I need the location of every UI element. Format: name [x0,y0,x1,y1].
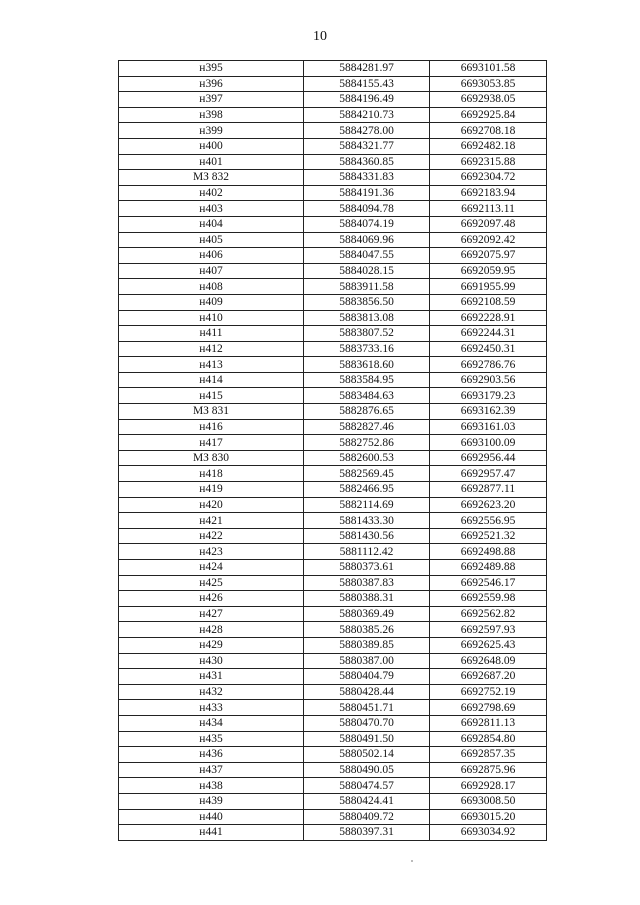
x-coordinate-cell: 5884281.97 [304,61,430,77]
x-coordinate-cell: 5880502.14 [304,747,430,763]
table-row [119,700,547,716]
y-coordinate-cell: 6693015.20 [430,809,547,825]
x-coordinate-cell: 5880451.71 [304,700,430,716]
x-coordinate-cell: 5882827.46 [304,419,430,435]
table-row [119,450,547,466]
point-id-cell: н405 [119,232,304,248]
y-coordinate-cell: 6692956.44 [430,450,547,466]
point-id-cell: н416 [119,419,304,435]
point-id-cell: н437 [119,762,304,778]
table-row [119,513,547,529]
table-row [119,606,547,622]
table-row [119,138,547,154]
x-coordinate-cell: 5880491.50 [304,731,430,747]
x-coordinate-cell: 5880388.31 [304,591,430,607]
x-coordinate-cell: 5880387.00 [304,653,430,669]
y-coordinate-cell: 6692108.59 [430,294,547,310]
table-row [119,357,547,373]
y-coordinate-cell: 6692752.19 [430,684,547,700]
x-coordinate-cell: 5883484.63 [304,388,430,404]
y-coordinate-cell: 6693162.39 [430,404,547,420]
point-id-cell: н404 [119,216,304,232]
y-coordinate-cell: 6692928.17 [430,778,547,794]
y-coordinate-cell: 6692556.95 [430,513,547,529]
point-id-cell: н428 [119,622,304,638]
point-id-cell: МЗ 832 [119,170,304,186]
y-coordinate-cell: 6692183.94 [430,185,547,201]
table-row [119,279,547,295]
y-coordinate-cell: 6692648.09 [430,653,547,669]
x-coordinate-cell: 5882466.95 [304,482,430,498]
y-coordinate-cell: 6692623.20 [430,497,547,513]
table-row [119,372,547,388]
y-coordinate-cell: 6692546.17 [430,575,547,591]
table-row [119,778,547,794]
point-id-cell: н430 [119,653,304,669]
point-id-cell: н402 [119,185,304,201]
y-coordinate-cell: 6692811.13 [430,715,547,731]
coordinates-table-body [119,61,547,841]
table-row [119,637,547,653]
y-coordinate-cell: 6692786.76 [430,357,547,373]
x-coordinate-cell: 5883856.50 [304,294,430,310]
y-coordinate-cell: 6692938.05 [430,92,547,108]
point-id-cell: н436 [119,747,304,763]
point-id-cell: н426 [119,591,304,607]
x-coordinate-cell: 5884191.36 [304,185,430,201]
x-coordinate-cell: 5880404.79 [304,669,430,685]
table-row [119,294,547,310]
x-coordinate-cell: 5883618.60 [304,357,430,373]
point-id-cell: н396 [119,76,304,92]
point-id-cell: н413 [119,357,304,373]
y-coordinate-cell: 6693034.92 [430,825,547,841]
point-id-cell: н407 [119,263,304,279]
y-coordinate-cell: 6692625.43 [430,637,547,653]
point-id-cell: н397 [119,92,304,108]
table-row [119,684,547,700]
table-row [119,669,547,685]
x-coordinate-cell: 5882600.53 [304,450,430,466]
point-id-cell: н420 [119,497,304,513]
page-number: 10 [313,29,327,44]
table-row [119,107,547,123]
table-row [119,310,547,326]
point-id-cell: н403 [119,201,304,217]
table-row [119,341,547,357]
table-row [119,76,547,92]
x-coordinate-cell: 5884278.00 [304,123,430,139]
x-coordinate-cell: 5880373.61 [304,560,430,576]
x-coordinate-cell: 5881433.30 [304,513,430,529]
y-coordinate-cell: 6692854.80 [430,731,547,747]
x-coordinate-cell: 5884331.83 [304,170,430,186]
y-coordinate-cell: 6692875.96 [430,762,547,778]
table-row [119,482,547,498]
point-id-cell: н406 [119,248,304,264]
point-id-cell: н421 [119,513,304,529]
table-row [119,528,547,544]
y-coordinate-cell: 6692798.69 [430,700,547,716]
x-coordinate-cell: 5883813.08 [304,310,430,326]
y-coordinate-cell: 6693161.03 [430,419,547,435]
x-coordinate-cell: 5884321.77 [304,138,430,154]
x-coordinate-cell: 5880428.44 [304,684,430,700]
point-id-cell: н418 [119,466,304,482]
table-row [119,154,547,170]
point-id-cell: н429 [119,637,304,653]
x-coordinate-cell: 5881112.42 [304,544,430,560]
table-row [119,201,547,217]
y-coordinate-cell: 6693179.23 [430,388,547,404]
point-id-cell: н427 [119,606,304,622]
x-coordinate-cell: 5884074.19 [304,216,430,232]
table-row [119,497,547,513]
x-coordinate-cell: 5884028.15 [304,263,430,279]
x-coordinate-cell: 5883807.52 [304,326,430,342]
point-id-cell: н414 [119,372,304,388]
x-coordinate-cell: 5881430.56 [304,528,430,544]
table-row [119,591,547,607]
table-row [119,825,547,841]
y-coordinate-cell: 6692559.98 [430,591,547,607]
y-coordinate-cell: 6692925.84 [430,107,547,123]
point-id-cell: н441 [119,825,304,841]
table-row [119,466,547,482]
x-coordinate-cell: 5883911.58 [304,279,430,295]
table-row [119,263,547,279]
x-coordinate-cell: 5884094.78 [304,201,430,217]
point-id-cell: н432 [119,684,304,700]
table-row [119,170,547,186]
table-row [119,544,547,560]
table-row [119,747,547,763]
table-row [119,404,547,420]
y-coordinate-cell: 6692857.35 [430,747,547,763]
x-coordinate-cell: 5884155.43 [304,76,430,92]
y-coordinate-cell: 6692059.95 [430,263,547,279]
point-id-cell: н424 [119,560,304,576]
table-row [119,419,547,435]
x-coordinate-cell: 5883584.95 [304,372,430,388]
x-coordinate-cell: 5880490.05 [304,762,430,778]
y-coordinate-cell: 6693053.85 [430,76,547,92]
point-id-cell: н425 [119,575,304,591]
x-coordinate-cell: 5884047.55 [304,248,430,264]
y-coordinate-cell: 6691955.99 [430,279,547,295]
point-id-cell: н399 [119,123,304,139]
table-row [119,809,547,825]
x-coordinate-cell: 5884196.49 [304,92,430,108]
y-coordinate-cell: 6692687.20 [430,669,547,685]
point-id-cell: н422 [119,528,304,544]
y-coordinate-cell: 6692092.42 [430,232,547,248]
x-coordinate-cell: 5884069.96 [304,232,430,248]
y-coordinate-cell: 6692521.32 [430,528,547,544]
x-coordinate-cell: 5880409.72 [304,809,430,825]
y-coordinate-cell: 6692450.31 [430,341,547,357]
table-row [119,715,547,731]
table-row [119,560,547,576]
x-coordinate-cell: 5880397.31 [304,825,430,841]
table-row [119,326,547,342]
y-coordinate-cell: 6692075.97 [430,248,547,264]
point-id-cell: н401 [119,154,304,170]
table-row [119,622,547,638]
y-coordinate-cell: 6692482.18 [430,138,547,154]
y-coordinate-cell: 6692877.11 [430,482,547,498]
x-coordinate-cell: 5882752.86 [304,435,430,451]
point-id-cell: н410 [119,310,304,326]
y-coordinate-cell: 6692304.72 [430,170,547,186]
point-id-cell: н439 [119,793,304,809]
table-row [119,762,547,778]
point-id-cell: н423 [119,544,304,560]
x-coordinate-cell: 5882876.65 [304,404,430,420]
point-id-cell: н415 [119,388,304,404]
x-coordinate-cell: 5880474.57 [304,778,430,794]
table-row [119,435,547,451]
point-id-cell: н419 [119,482,304,498]
table-row [119,216,547,232]
y-coordinate-cell: 6692957.47 [430,466,547,482]
point-id-cell: н411 [119,326,304,342]
point-id-cell: н408 [119,279,304,295]
x-coordinate-cell: 5884360.85 [304,154,430,170]
x-coordinate-cell: 5880389.85 [304,637,430,653]
x-coordinate-cell: 5882569.45 [304,466,430,482]
y-coordinate-cell: 6692315.88 [430,154,547,170]
y-coordinate-cell: 6692562.82 [430,606,547,622]
table-row [119,123,547,139]
table-row [119,731,547,747]
point-id-cell: МЗ 831 [119,404,304,420]
table-row [119,232,547,248]
x-coordinate-cell: 5880385.26 [304,622,430,638]
point-id-cell: н433 [119,700,304,716]
y-coordinate-cell: 6692597.93 [430,622,547,638]
y-coordinate-cell: 6692244.31 [430,326,547,342]
x-coordinate-cell: 5880369.49 [304,606,430,622]
table-row [119,653,547,669]
point-id-cell: н409 [119,294,304,310]
y-coordinate-cell: 6693008.50 [430,793,547,809]
point-id-cell: н434 [119,715,304,731]
point-id-cell: н400 [119,138,304,154]
y-coordinate-cell: 6692097.48 [430,216,547,232]
point-id-cell: МЗ 830 [119,450,304,466]
y-coordinate-cell: 6692498.88 [430,544,547,560]
x-coordinate-cell: 5880470.70 [304,715,430,731]
x-coordinate-cell: 5883733.16 [304,341,430,357]
x-coordinate-cell: 5880387.83 [304,575,430,591]
x-coordinate-cell: 5882114.69 [304,497,430,513]
point-id-cell: н435 [119,731,304,747]
y-coordinate-cell: 6692489.88 [430,560,547,576]
coordinates-table [118,60,547,841]
y-coordinate-cell: 6693100.09 [430,435,547,451]
y-coordinate-cell: 6692903.56 [430,372,547,388]
point-id-cell: н438 [119,778,304,794]
table-row [119,575,547,591]
y-coordinate-cell: 6692113.11 [430,201,547,217]
y-coordinate-cell: 6692708.18 [430,123,547,139]
y-coordinate-cell: 6692228.91 [430,310,547,326]
point-id-cell: н395 [119,61,304,77]
scan-speck [411,860,413,862]
table-row [119,92,547,108]
table-row [119,793,547,809]
x-coordinate-cell: 5884210.73 [304,107,430,123]
y-coordinate-cell: 6693101.58 [430,61,547,77]
table-row [119,185,547,201]
point-id-cell: н440 [119,809,304,825]
point-id-cell: н398 [119,107,304,123]
point-id-cell: н417 [119,435,304,451]
table-row [119,388,547,404]
point-id-cell: н412 [119,341,304,357]
point-id-cell: н431 [119,669,304,685]
x-coordinate-cell: 5880424.41 [304,793,430,809]
table-row [119,248,547,264]
table-row [119,61,547,77]
